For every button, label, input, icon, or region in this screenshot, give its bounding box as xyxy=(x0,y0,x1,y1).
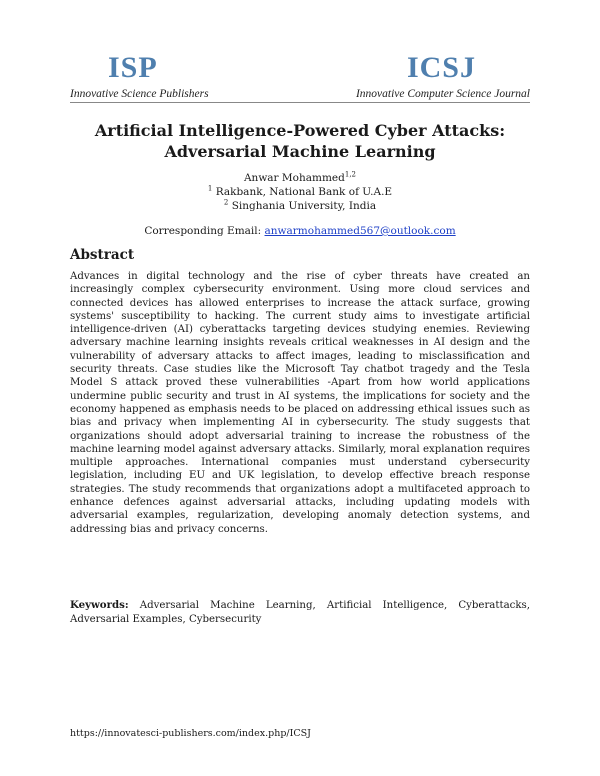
abstract-heading: Abstract xyxy=(70,247,135,263)
paper-title xyxy=(70,120,530,162)
keywords-paragraph xyxy=(70,598,530,627)
corresponding-email-link[interactable]: anwarmohammed567@outlook.com xyxy=(264,225,456,237)
affiliation-1 xyxy=(70,185,530,199)
header-divider xyxy=(70,102,530,103)
author-marks: 1,2 xyxy=(344,170,357,179)
title-line-2: Adversarial Machine Learning xyxy=(164,142,436,161)
corresponding-label: Corresponding Email: xyxy=(144,225,262,237)
isp-logo: ISP xyxy=(108,51,158,84)
journal-header xyxy=(70,52,530,104)
corresponding-email-line xyxy=(70,224,530,238)
abstract-text: Advances in digital technology and the rise of cyber threats have created an increasingly complex cybersecurity environment. Using more cloud services and connected devices has allowed enterprises to increase the attack surface, growing systems' susceptibility to hacking. The current study aims to investigate artificial intelligence-driven (AI) cyberattacks targeting devices studying enemies. Reviewing adversary machine learning insights reveals critical weaknesses in AI design and the vulnerability of adversary attacks to affect images, leading to misclassification and security threats. Case studies like the Microsoft Tay chatbot tragedy and the Tesla Model S attack proved these vulnerabilities -Apart from how world applications undermine public security and trust in AI systems, the implications for society and the economy happened as emphasis needs to be placed on addressing ethical issues such as bias and privacy when implementing AI in cybersecurity. The study suggests that organizations should adopt adversarial training to increase the robustness of the machine learning model against adversary attacks. Similarly, moral explanation requires multiple approaches. International companies must understand cybersecurity legislation, including EU and UK legislation, to develop effective breach response strategies. The study recommends that organizations adopt a multifaceted approach to enhance defences against adversarial attacks, including updating models with adversarial examples, regularization, developing anomaly detection systems, and addressing bias and privacy concerns. xyxy=(70,271,530,535)
affiliation-2 xyxy=(70,199,530,213)
keywords-label: Keywords: xyxy=(70,599,129,611)
publisher-name: Innovative Science Publishers xyxy=(70,88,209,100)
affiliation-2-mark: 2 xyxy=(223,198,229,207)
keywords-text: Adversarial Machine Learning, Artificial Intelligence, Cyberattacks, Adversarial Examples, Cybersecurity xyxy=(70,600,530,625)
affiliation-1-text: Rakbank, National Bank of U.A.E xyxy=(215,186,393,198)
author-name: Anwar Mohammed xyxy=(243,172,345,184)
journal-name: Innovative Computer Science Journal xyxy=(355,88,530,100)
icsj-logo: ICSJ xyxy=(406,51,476,84)
affiliation-1-mark: 1 xyxy=(207,184,213,193)
affiliation-2-text: Singhania University, India xyxy=(231,200,377,212)
author-line xyxy=(70,171,530,185)
title-line-1: Artificial Intelligence-Powered Cyber Attacks: xyxy=(94,121,506,140)
footer-url: https://innovatesci-publishers.com/index.php/ICSJ xyxy=(70,728,311,739)
